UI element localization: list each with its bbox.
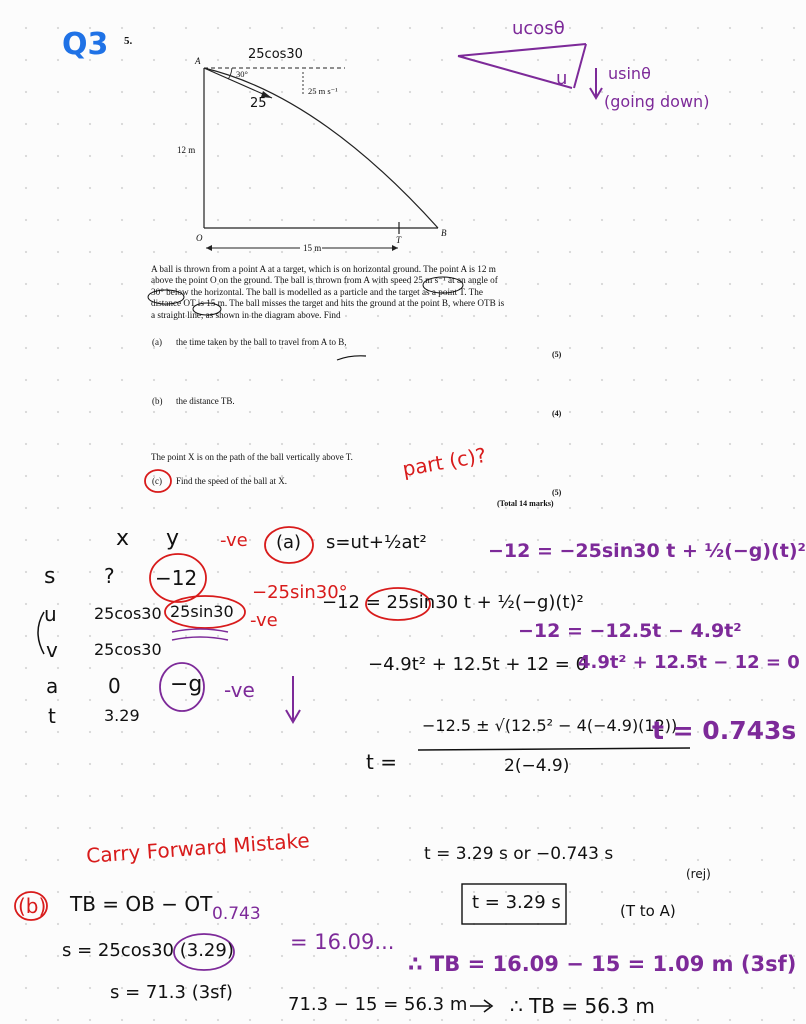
purple-t-sub: 0.743 [212, 904, 261, 924]
label-height: 12 m [177, 145, 196, 155]
neg-note-1: -ve [220, 530, 248, 551]
a-x: 0 [108, 674, 121, 698]
t-result: t = 0.743s [652, 716, 797, 745]
label-distance: 15 m [303, 243, 322, 253]
label-b: B [441, 228, 447, 238]
row-a: a [46, 674, 59, 698]
purple-s: = 16.09... [290, 930, 395, 954]
purple-underline [172, 629, 228, 640]
part-a-text: the time taken by the ball to travel from A to B, [176, 337, 347, 347]
t-values: t = 3.29 s or −0.743 s [424, 844, 614, 864]
problem-line: a straight line, as shown in the diagram above. Find [151, 309, 341, 320]
row-s: s [44, 564, 56, 589]
part-c-marks: (5) [552, 488, 562, 497]
tb-equation: TB = OB − OT [70, 892, 213, 916]
simp-purple: −12 = −12.5t − 4.9t² [518, 620, 742, 642]
label-o: O [196, 233, 203, 243]
problem-line: A ball is thrown from a point A at a target, which is on horizontal ground. The point A is 12 m [151, 264, 496, 274]
therefore-black: ∴ TB = 56.3 m [510, 994, 655, 1018]
sub-black: −12 = 25sin30 t + ½(−g)(t)² [322, 592, 584, 613]
s-result: s = 71.3 (3sf) [110, 982, 233, 1003]
v-x: 25cos30 [94, 640, 162, 659]
label-t: T [396, 235, 402, 245]
total-marks: (Total 14 marks) [497, 499, 554, 508]
note-ucos: ucosθ [512, 18, 565, 39]
s-y: −12 [155, 566, 198, 590]
part-b-label: (b) [152, 396, 163, 406]
row-u: u [44, 602, 57, 626]
quad-denominator: 2(−4.9) [504, 756, 570, 776]
quad-black: −4.9t² + 12.5t + 12 = 0 [368, 654, 588, 675]
part-c-note: part (c)? [400, 442, 489, 482]
note-going-down: (going down) [604, 92, 710, 111]
problem-line: above the point O on the ground. The ball is thrown from A with speed 25 m s⁻¹ at an angle of [151, 275, 498, 286]
part-a-marks: (5) [552, 350, 562, 359]
u-y: 25sin30 [170, 602, 234, 621]
part-b-text: the distance TB. [176, 396, 235, 406]
part-a-label: (a) [152, 337, 162, 347]
neg-note-4: -ve [224, 678, 255, 702]
underline-ab [337, 356, 366, 360]
carry-forward-note: Carry Forward Mistake [85, 828, 311, 868]
sub-purple: −12 = −25sin30 t + ½(−g)(t)² [488, 540, 806, 562]
s-x: ? [104, 564, 115, 588]
t-boxed: t = 3.29 s [472, 892, 561, 913]
label-a: A [195, 56, 201, 66]
note-usin: usinθ [608, 64, 651, 83]
rej-note: (rej) [686, 867, 711, 881]
s-equation: s = 25cos30 (3.29) [62, 940, 234, 961]
part-b-marks: (4) [552, 409, 562, 418]
part-c-label: (c) [152, 476, 162, 486]
hw-speed: 25 [250, 96, 267, 111]
part-c-stem: The point X is on the path of the ball vertically above T. [151, 452, 353, 462]
a-y: −g [170, 672, 203, 697]
neg-note-3: -ve [250, 610, 278, 631]
therefore-purple: ∴ TB = 16.09 − 15 = 1.09 m (3sf) [408, 952, 797, 976]
t-equals: t = [366, 750, 397, 774]
vel-hyp [458, 56, 572, 88]
sub-result-black: 71.3 − 15 = 56.3 m [288, 994, 468, 1015]
question-tag: Q3 [62, 27, 109, 62]
label-angle: 30° [236, 69, 248, 79]
problem-statement [151, 264, 556, 321]
quad-purple: 4.9t² + 12.5t − 12 = 0 [578, 652, 800, 673]
quad-numerator: −12.5 ± √(12.5² − 4(−4.9)(12)) [422, 716, 678, 735]
neg-note-2: −25sin30° [252, 582, 348, 603]
part-b-tag: (b) [18, 894, 47, 918]
u-x: 25cos30 [94, 604, 162, 623]
vel-top [458, 44, 586, 56]
part-a-tag: (a) [276, 532, 302, 553]
col-x: x [116, 526, 130, 551]
row-v: v [46, 638, 58, 662]
problem-line: 30° below the horizontal. The ball is modelled as a particle and the target as a point T. The [151, 286, 483, 297]
t-to-a: (T to A) [620, 902, 676, 920]
hw-horizontal-comp: 25cos30 [248, 47, 303, 62]
question-number: 5. [124, 35, 133, 47]
part-c-text: Find the speed of the ball at X. [176, 476, 287, 486]
t-x: 3.29 [104, 706, 140, 725]
note-u: u [556, 68, 568, 89]
fraction-line [418, 748, 690, 750]
row-t: t [48, 704, 56, 728]
angle-arc [228, 68, 232, 79]
problem-line: distance OT is 15 m. The ball misses the target and hits the ground at the point B, where OTB is [151, 298, 505, 309]
label-speed: 25 m s⁻¹ [308, 86, 338, 96]
col-y: y [166, 526, 180, 551]
suvat-formula: s=ut+½at² [326, 532, 427, 553]
